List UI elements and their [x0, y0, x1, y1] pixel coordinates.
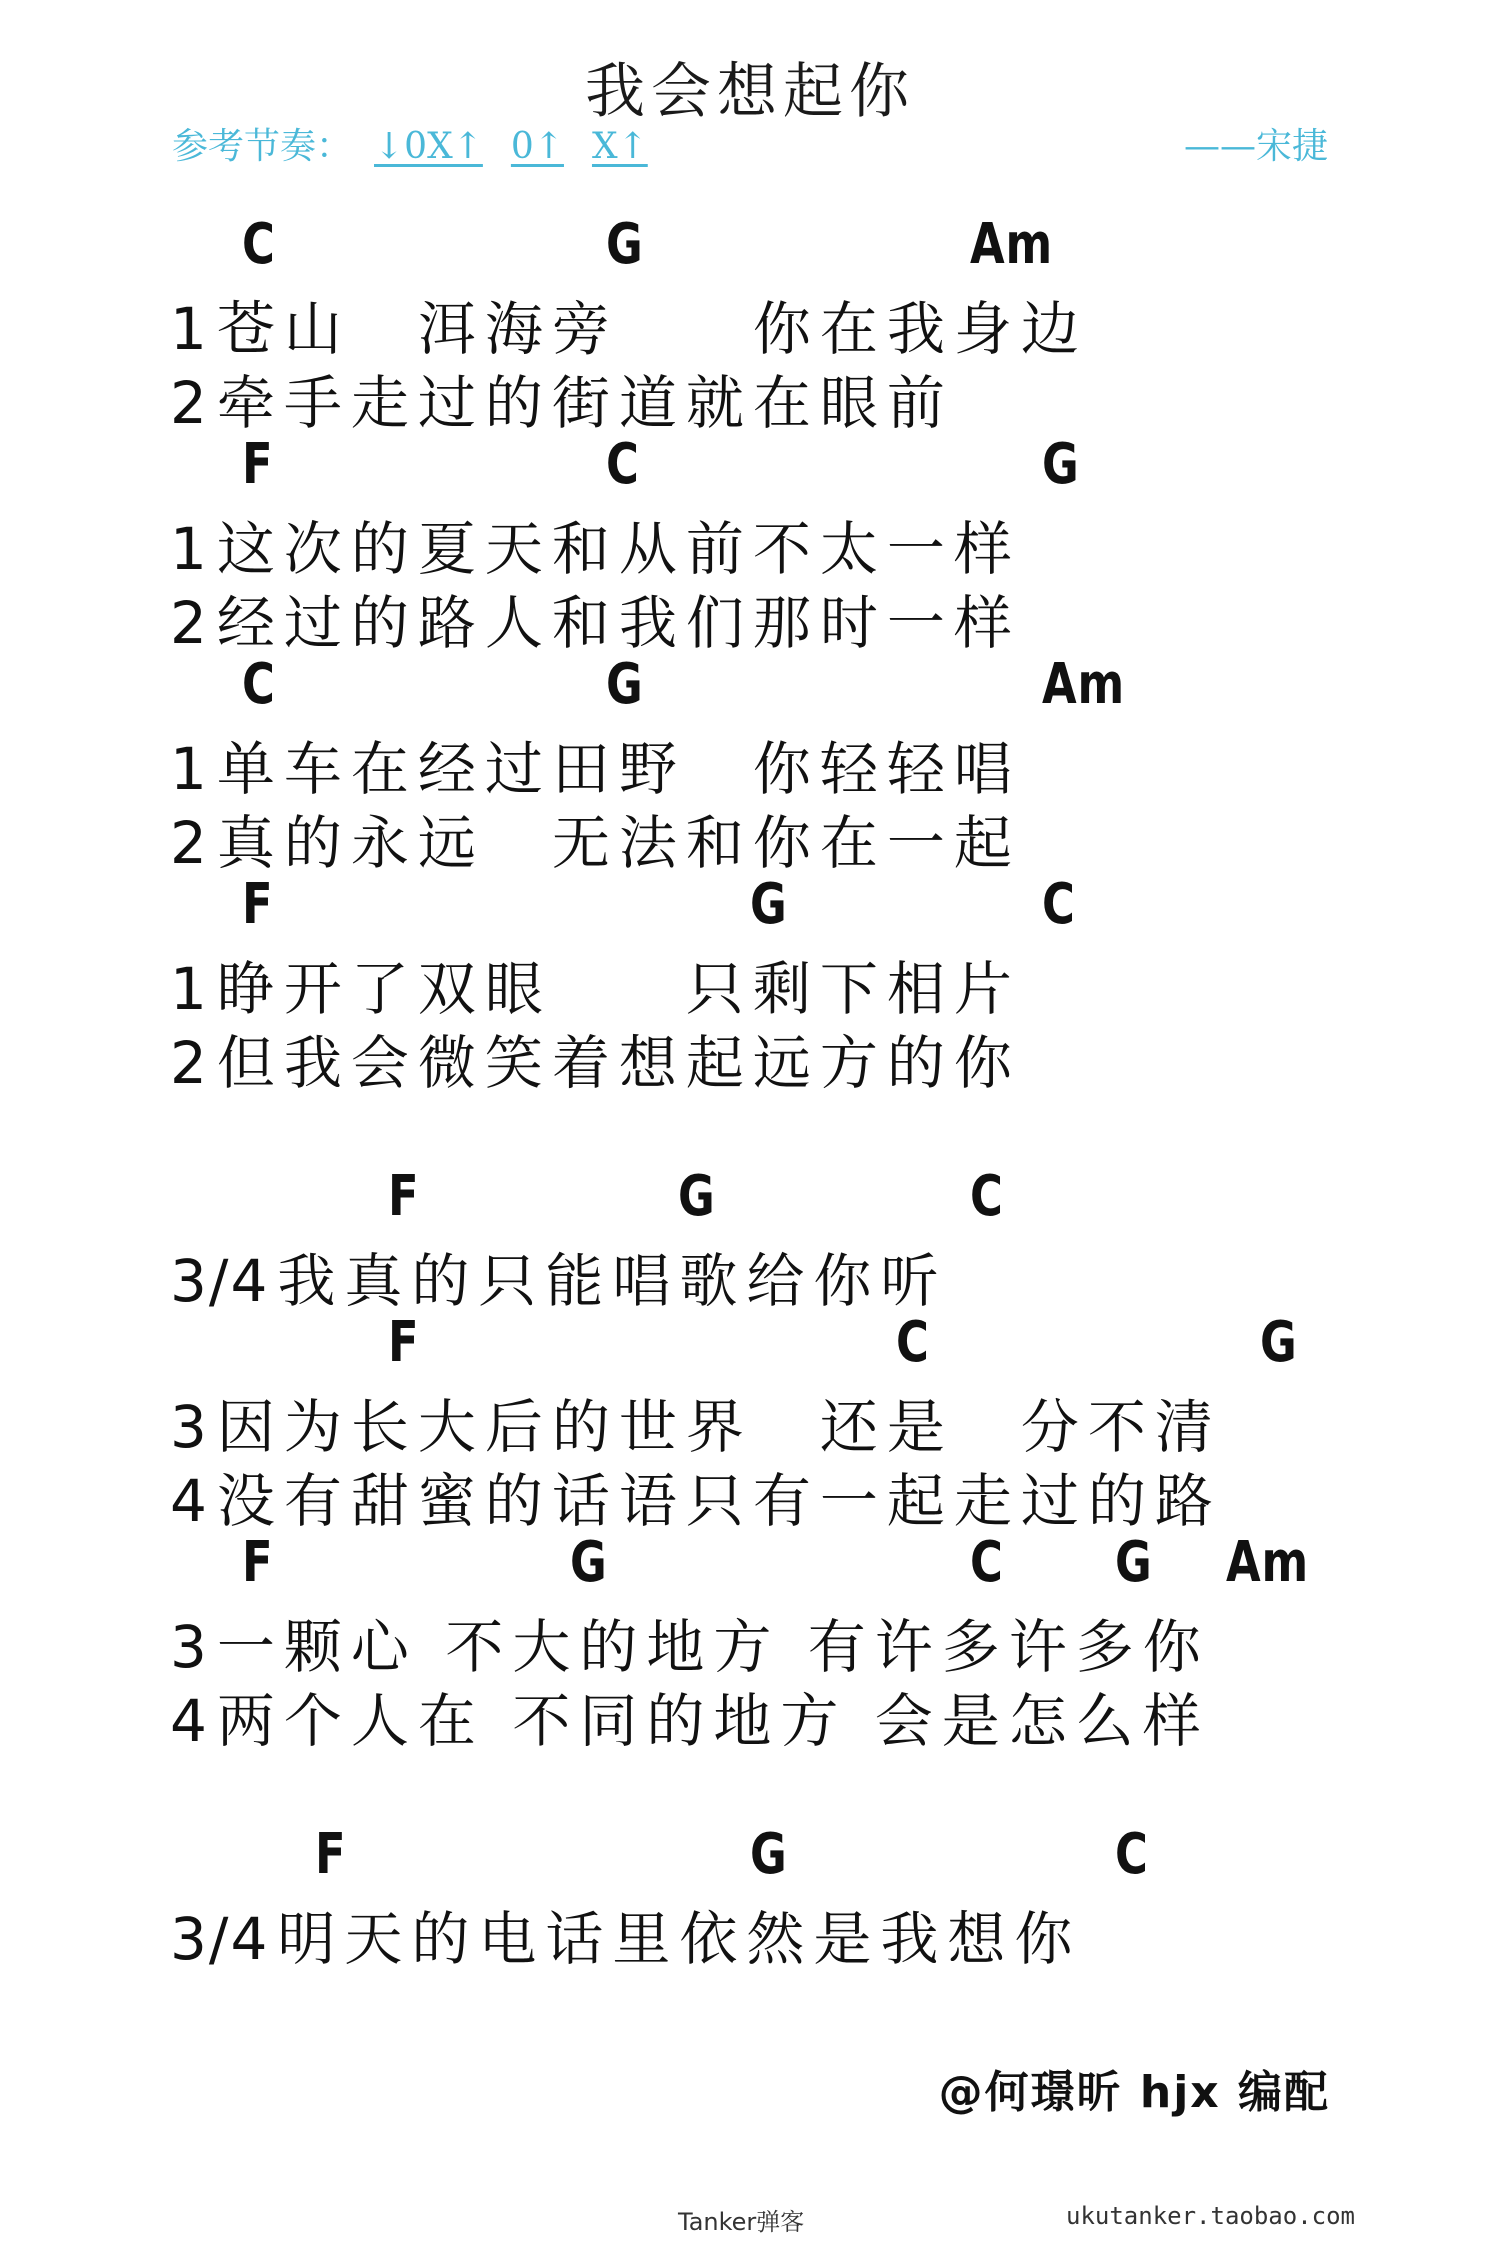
verse-number: 1	[170, 955, 209, 1023]
chord: C	[606, 432, 640, 497]
verse-number: 3/4	[170, 1247, 270, 1315]
lyric-text: 明天的电话里依然是我想你	[277, 1905, 1082, 1973]
footer-url: ukutanker.taobao.com	[1066, 2202, 1355, 2230]
chord: C	[1042, 872, 1076, 937]
chord-row	[170, 1164, 1370, 1229]
lyric-line	[170, 942, 1021, 1026]
lyric-line	[170, 1892, 1081, 1976]
rhythm-group: ↓0X↑	[374, 126, 483, 167]
lyric-text: 一颗心 不大的地方 有许多许多你	[216, 1613, 1210, 1681]
chord-row	[170, 432, 1370, 497]
chord: C	[242, 652, 276, 717]
artist-name: ——宋捷	[1183, 126, 1328, 167]
verse-number: 3	[170, 1613, 209, 1681]
rhythm-reference	[172, 118, 676, 169]
rhythm-pattern	[374, 126, 676, 167]
lyric-text: 因为长大后的世界 还是 分不清	[216, 1393, 1222, 1461]
chord: Am	[1226, 1530, 1309, 1595]
lyric-text: 单车在经过田野 你轻轻唱	[216, 735, 1021, 803]
chord: F	[315, 1822, 347, 1887]
chord: C	[970, 1530, 1004, 1595]
verse-number: 4	[170, 1687, 209, 1755]
lyric-line	[170, 796, 1021, 880]
chord: G	[750, 1822, 788, 1887]
verse-number: 1	[170, 735, 209, 803]
arranger-credit: @何璟昕 hjx 编配	[938, 2067, 1330, 2118]
chord: G	[1042, 432, 1080, 497]
chord-row	[170, 1530, 1370, 1595]
lyric-text: 没有甜蜜的话语只有一起走过的路	[216, 1467, 1222, 1535]
chord: F	[388, 1164, 420, 1229]
chord: C	[896, 1310, 930, 1375]
lyric-line	[170, 282, 1088, 366]
chord: F	[242, 872, 274, 937]
verse-number: 2	[170, 1029, 209, 1097]
lyric-line	[170, 1674, 1210, 1758]
chord: F	[388, 1310, 420, 1375]
lyric-line	[170, 1234, 947, 1318]
lyric-line	[170, 1016, 1021, 1100]
verse-number: 2	[170, 809, 209, 877]
rhythm-label: 参考节奏：	[172, 126, 353, 167]
lyric-line	[170, 1380, 1222, 1464]
chord-row	[170, 1822, 1370, 1887]
verse-number: 3/4	[170, 1905, 270, 1973]
chord: G	[1115, 1530, 1153, 1595]
lyric-text: 经过的路人和我们那时一样	[216, 589, 1021, 657]
verse-number: 4	[170, 1467, 209, 1535]
lyric-text: 但我会微笑着想起远方的你	[216, 1029, 1021, 1097]
lyric-text: 真的永远 无法和你在一起	[216, 809, 1021, 877]
chord: G	[606, 652, 644, 717]
verse-number: 2	[170, 369, 209, 437]
chord: G	[750, 872, 788, 937]
lyric-line	[170, 1600, 1210, 1684]
song-title: 我会想起你	[585, 57, 915, 127]
footer-brand: Tanker弹客	[678, 2208, 805, 2236]
lyric-line	[170, 1454, 1222, 1538]
chord-row	[170, 212, 1370, 277]
chord-row	[170, 1310, 1370, 1375]
chord: Am	[970, 212, 1053, 277]
verse-number: 3	[170, 1393, 209, 1461]
chord-row	[170, 872, 1370, 937]
lyric-text: 牵手走过的街道就在眼前	[216, 369, 954, 437]
lyric-text: 苍山 洱海旁 你在我身边	[216, 295, 1088, 363]
chord: F	[242, 432, 274, 497]
rhythm-group: X↑	[591, 126, 648, 167]
chord: G	[1260, 1310, 1298, 1375]
lyric-line	[170, 576, 1021, 660]
lyric-text: 这次的夏天和从前不太一样	[216, 515, 1021, 583]
lyric-line	[170, 356, 954, 440]
chord: C	[970, 1164, 1004, 1229]
lyric-text: 两个人在 不同的地方 会是怎么样	[216, 1687, 1210, 1755]
lyric-text: 我真的只能唱歌给你听	[277, 1247, 948, 1315]
lyric-text: 睁开了双眼 只剩下相片	[216, 955, 1021, 1023]
chord: G	[606, 212, 644, 277]
lyric-line	[170, 722, 1021, 806]
verse-number: 1	[170, 295, 209, 363]
chord: G	[678, 1164, 716, 1229]
chord: G	[570, 1530, 608, 1595]
verse-number: 1	[170, 515, 209, 583]
lyric-line	[170, 502, 1021, 586]
verse-number: 2	[170, 589, 209, 657]
chord: C	[1115, 1822, 1149, 1887]
chord: F	[242, 1530, 274, 1595]
chord: Am	[1042, 652, 1125, 717]
chord: C	[242, 212, 276, 277]
rhythm-group: 0↑	[510, 126, 564, 167]
chord-row	[170, 652, 1370, 717]
